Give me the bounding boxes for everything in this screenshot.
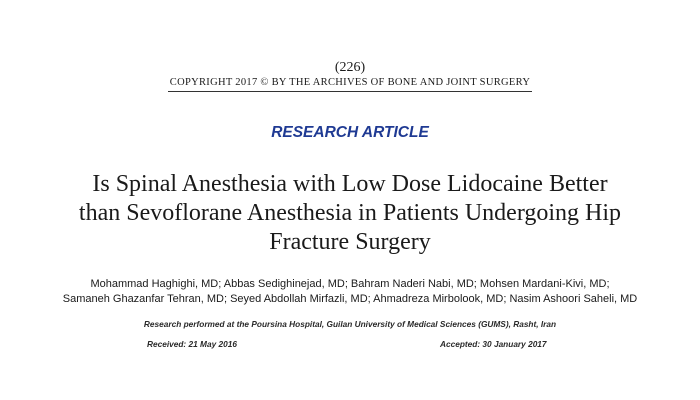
article-title: [20, 170, 680, 257]
affiliation-note: Research performed at the Poursina Hospital, Guilan University of Medical Sciences (GUMS), Rasht, Iran: [143, 319, 557, 329]
received-date: Received: 21 May 2016: [147, 339, 237, 349]
title-line: Fracture Surgery: [269, 229, 431, 255]
header-divider: [168, 91, 532, 92]
author-line: Samaneh Ghazanfar Tehran, MD; Seyed Abdollah Mirfazli, MD; Ahmadreza Mirbolook, MD; Nasim Ashoori Saheli, MD: [62, 293, 638, 305]
journal-copyright: COPYRIGHT 2017 © BY THE ARCHIVES OF BONE AND JOINT SURGERY: [169, 77, 531, 88]
author-list: [10, 277, 690, 307]
page-number: (226): [334, 60, 366, 75]
article-type-label: RESEARCH ARTICLE: [271, 124, 429, 141]
accepted-date: Accepted: 30 January 2017: [440, 339, 547, 349]
author-line: Mohammad Haghighi, MD; Abbas Sedighinejad, MD; Bahram Naderi Nabi, MD; Mohsen Mardani-Kivi, MD;: [90, 278, 610, 290]
title-line: than Sevoflorane Anesthesia in Patients Undergoing Hip: [78, 200, 622, 226]
title-line: Is Spinal Anesthesia with Low Dose Lidocaine Better: [92, 171, 608, 197]
